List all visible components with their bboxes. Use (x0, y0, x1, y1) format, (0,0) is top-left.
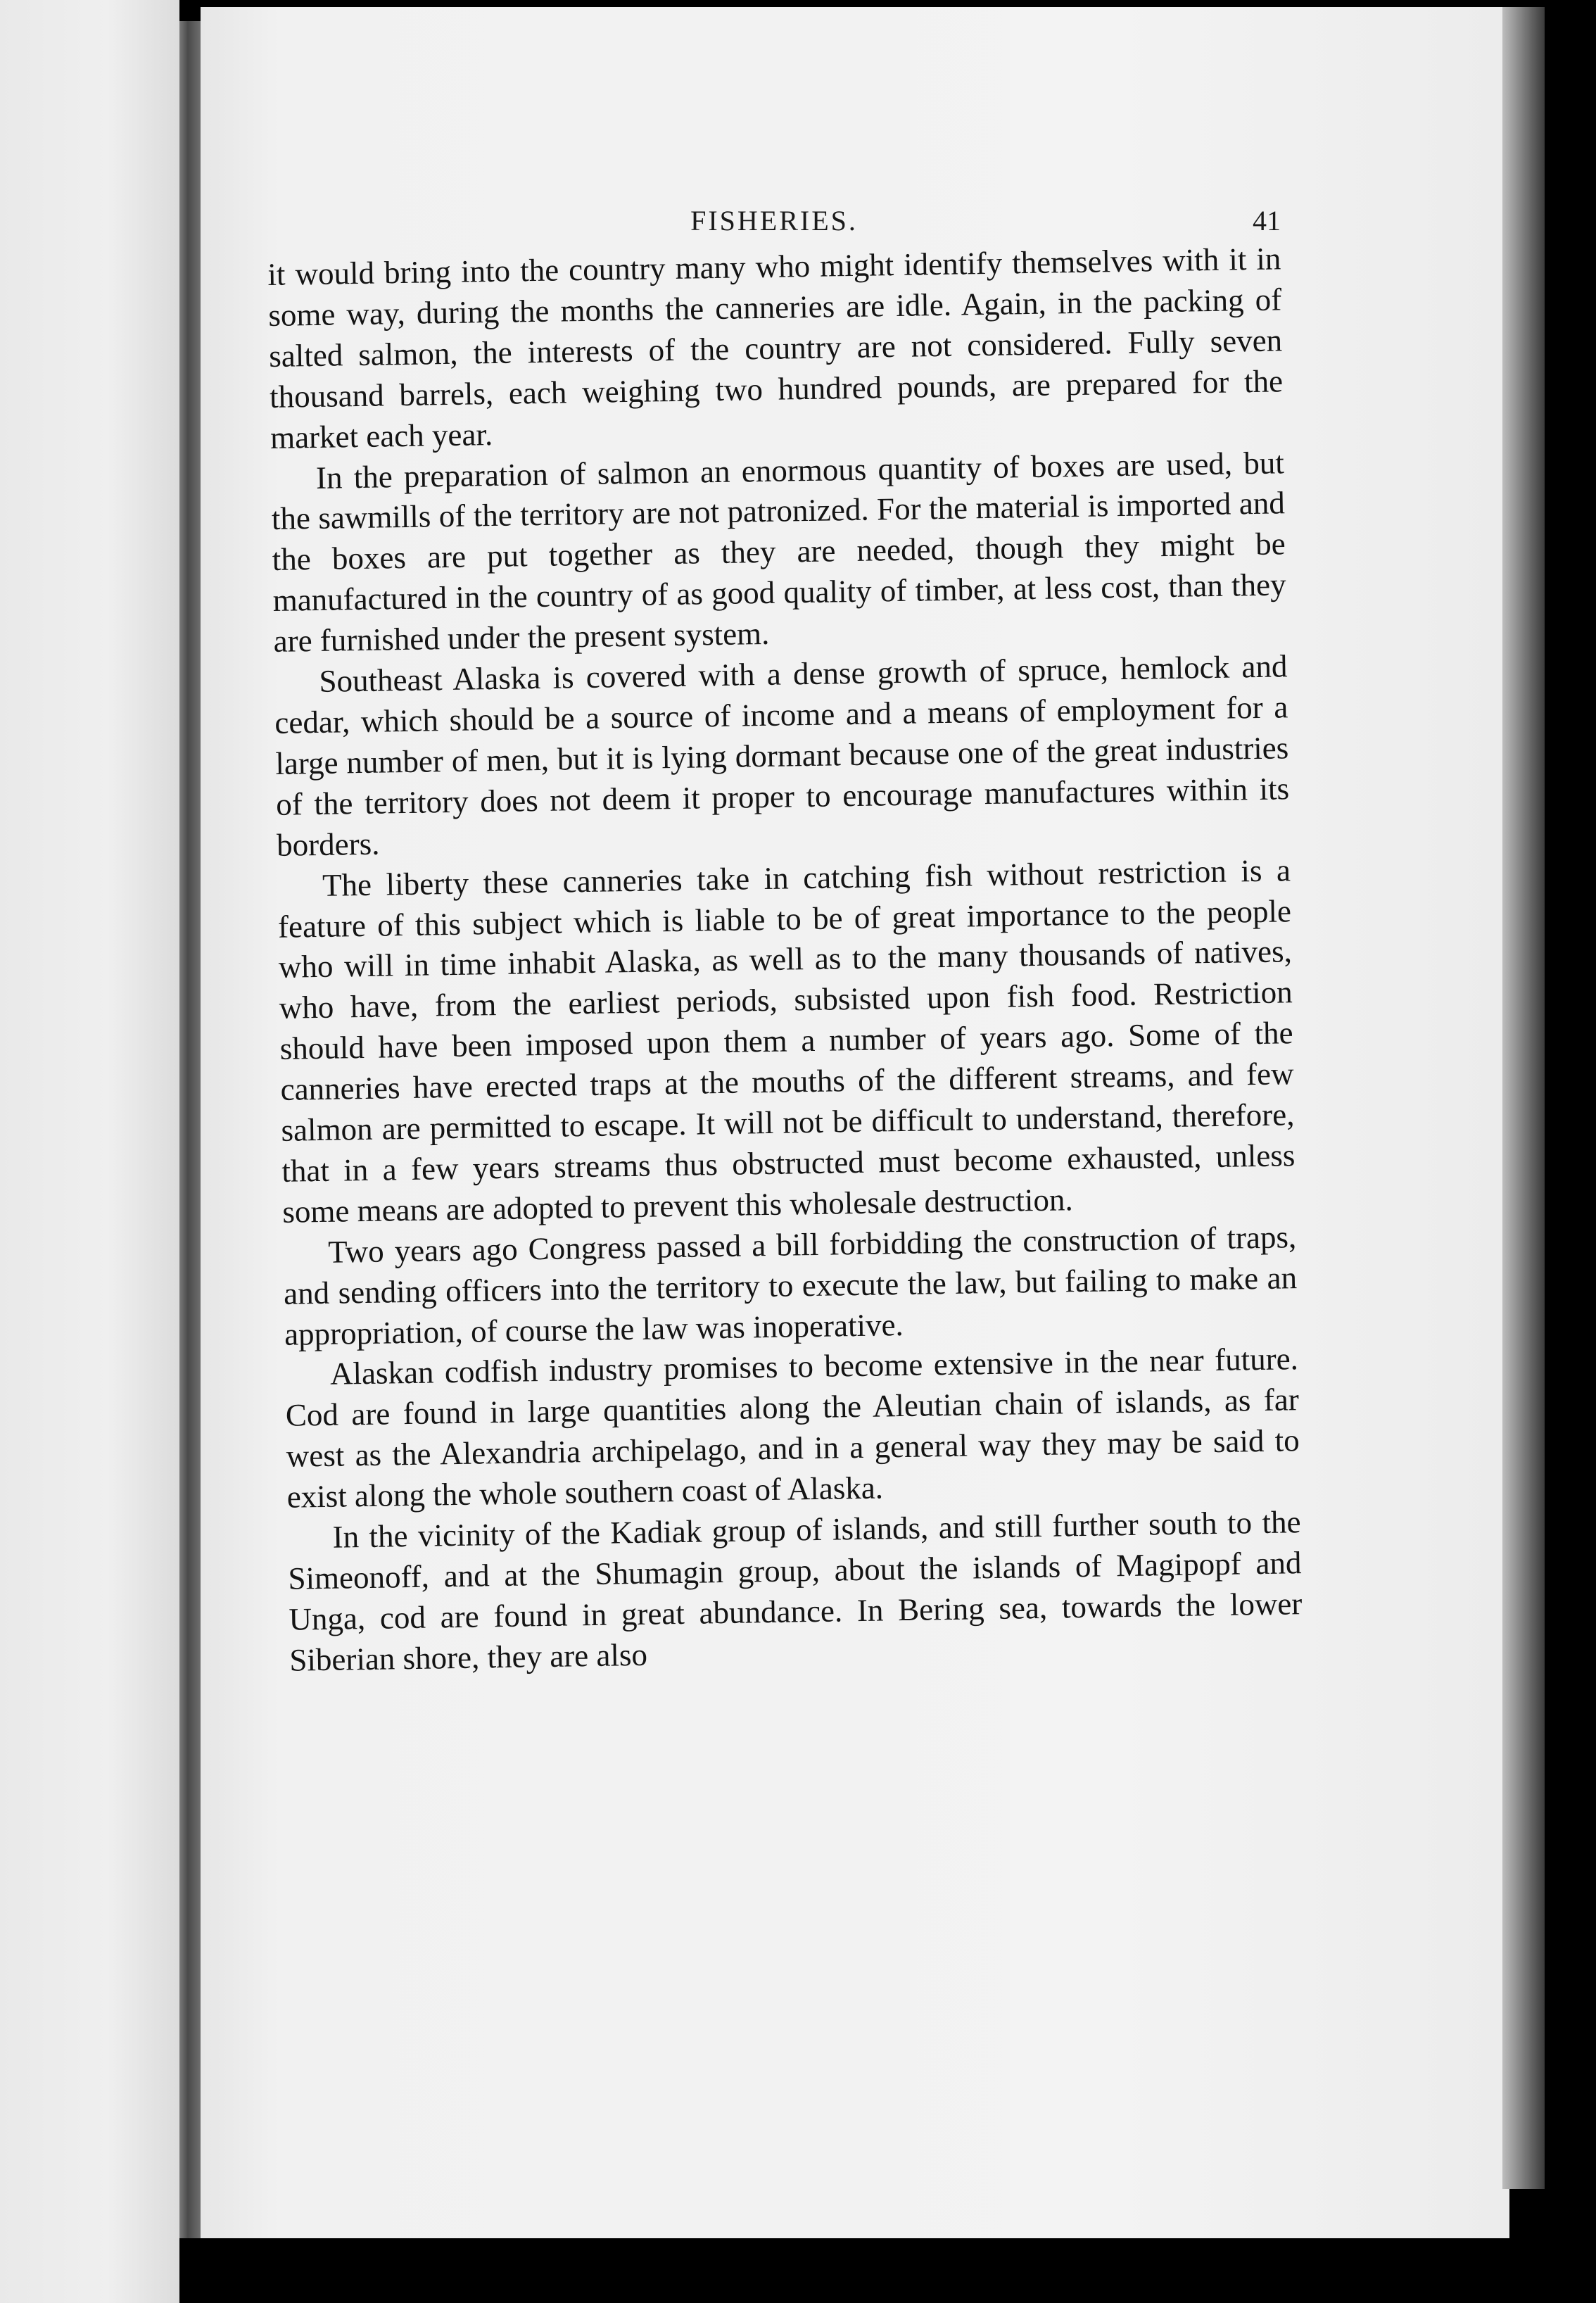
page-number: 41 (1253, 205, 1281, 236)
paragraph-continued: it would bring into the country many who might identify themselves with it in some way, during the months the canneries are idle. Again, in the packing of salted salmon, the interests of the country are not considered. Fully seven thousand barrels, each weighing two hundred pounds, are prepared for the market each year. (267, 241, 1284, 455)
paragraph-congress: Two years ago Congress passed a bill forbidding the construction of traps, and sending officers into the territory to execute the law, but failing to make an appropriation, of course the law was inoperative. (283, 1218, 1298, 1352)
paragraph-kadiak: In the vicinity of the Kadiak group of islands, and still further south to the Simeonoff, and at the Shumagin group, about the islands of Magipopf and Unga, cod are found in great abundance. In Bering sea, towards the lower Siberian shore, they are also (288, 1504, 1303, 1678)
paragraph-codfish: Alaskan codfish industry promises to become extensive in the near future. Cod are found in large quantities along the Aleutian chain of islands, as far west as the Alexandria archipelago, and in a general way they may be said to exist along the whole southern coast of Alaska. (285, 1341, 1300, 1515)
running-head-title: FISHERIES. (690, 205, 858, 236)
book-gutter (179, 21, 201, 2238)
facing-page-margin (0, 0, 179, 2303)
paragraph-timber: Southeast Alaska is covered with a dense growth of spruce, hemlock and cedar, which should be a source of income and a means of employment for a large number of men, but it is lying dormant because one of the great industries of the territory does not deem it proper to encourage manufactures within its borders. (274, 648, 1290, 863)
paragraph-restriction: The liberty these canneries take in catching fish without restriction is a feature of this subject which is liable to be of great importance to the people who will in time inhabit Alaska, as well as to the many thousands of natives, who have, from the earliest periods, subsisted upon fish food. Restriction should have been imposed upon them a number of years ago. Some of the canneries have erected traps at the mouths of the different streams, and few salmon are permitted to escape. It will not be difficult to understand, therefore, that in a few years streams thus obstructed must become exhausted, unless some means are adopted to prevent this wholesale destruction. (277, 852, 1296, 1230)
paragraph-boxes: In the preparation of salmon an enormous quantity of boxes are used, but the sawmills of the territory are not patronized. For the material is imported and the boxes are put together as they are needed, though they might be manufactured in the country of as good quality of timber, at less cost, than they are furnished under the present system. (271, 444, 1286, 660)
page-edge-shadow (1502, 7, 1545, 2189)
running-head (267, 204, 1281, 239)
body-text (267, 239, 1303, 1681)
